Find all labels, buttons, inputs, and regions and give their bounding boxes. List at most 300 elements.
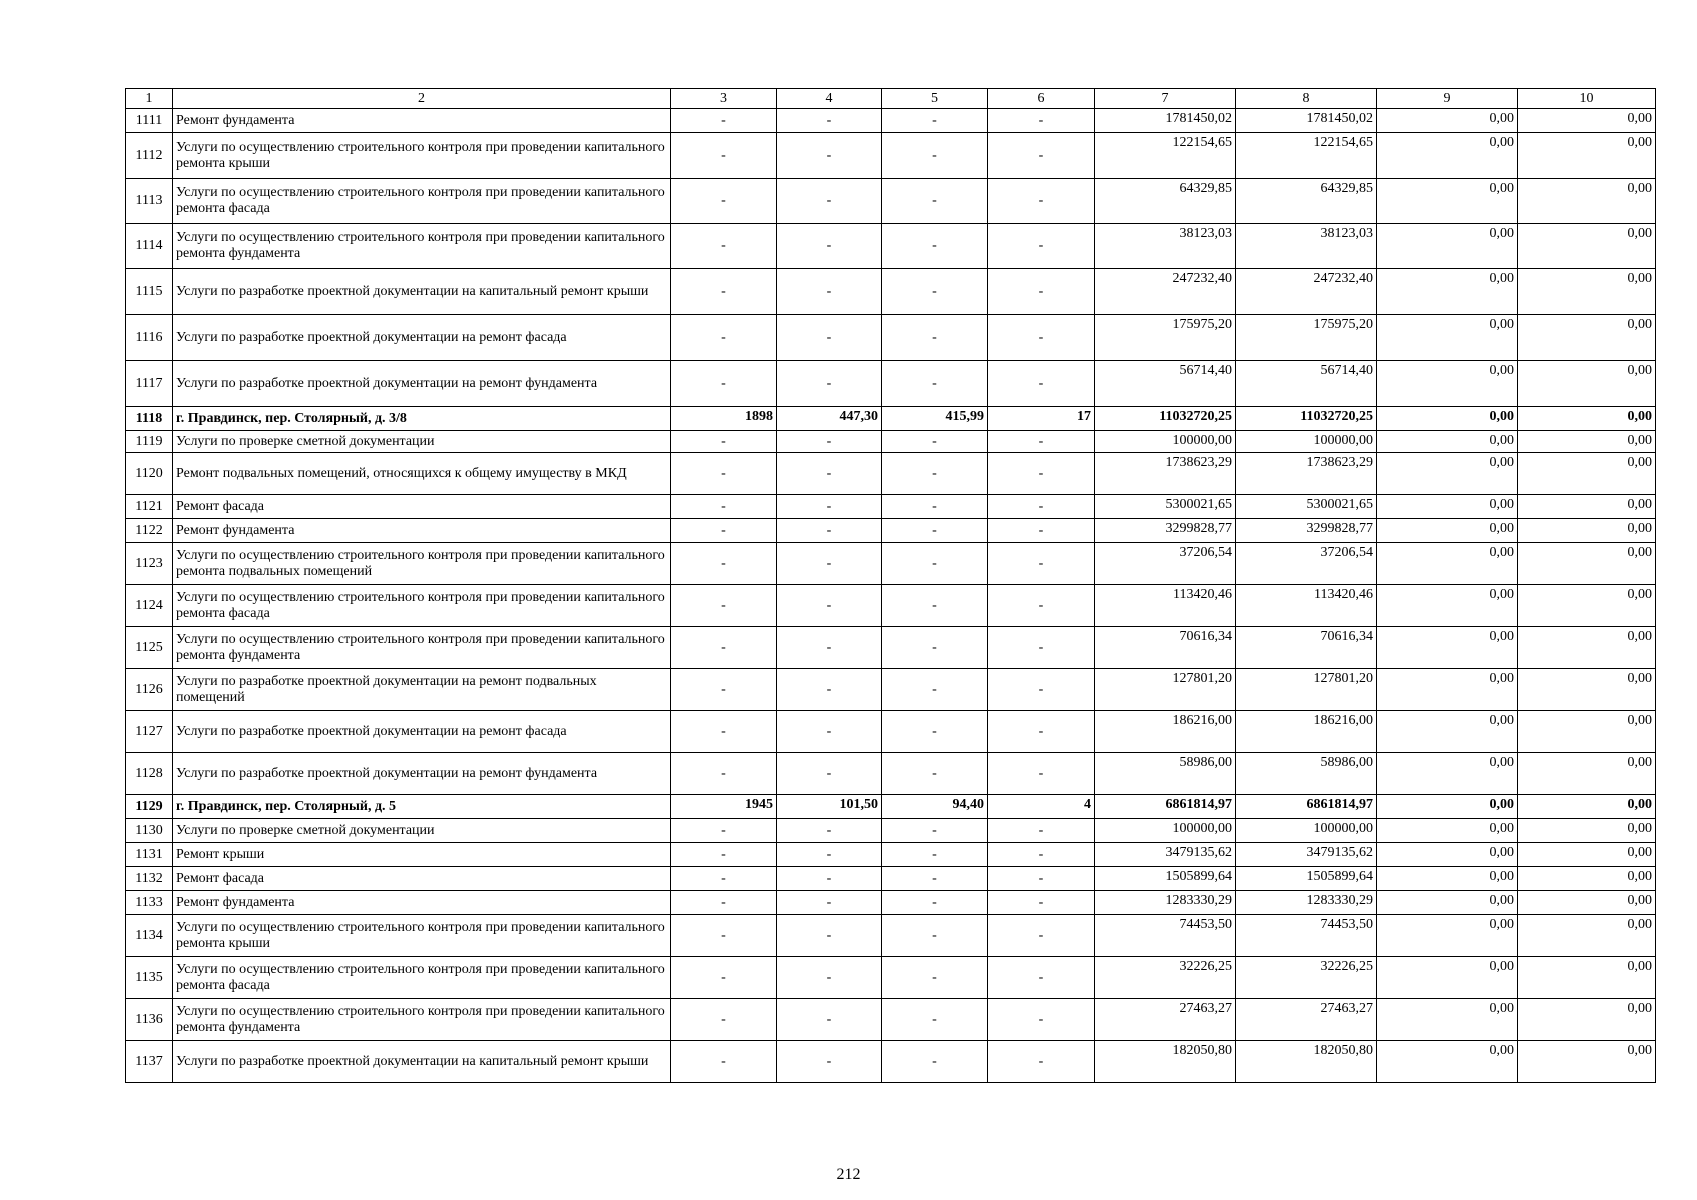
work-description: Услуги по осуществлению строительного контроля при проведении капитального ремонта фасада [173, 585, 671, 627]
col8-value: 1738623,29 [1236, 453, 1377, 495]
col3-value: - [671, 669, 777, 711]
col6-value: - [988, 819, 1095, 843]
col4-value: - [777, 669, 882, 711]
header-cell-3: 3 [671, 89, 777, 109]
col3-value: 1898 [671, 407, 777, 431]
col6-value: - [988, 843, 1095, 867]
col5-value: - [882, 519, 988, 543]
work-description: Услуги по разработке проектной документации на капитальный ремонт крыши [173, 1041, 671, 1083]
col3-value: - [671, 957, 777, 999]
row-number: 1111 [126, 109, 173, 133]
table-row [126, 453, 1656, 495]
col10-value: 0,00 [1518, 431, 1656, 453]
col8-value: 175975,20 [1236, 315, 1377, 361]
table-row [126, 999, 1656, 1041]
col8-value: 247232,40 [1236, 269, 1377, 315]
col8-value: 38123,03 [1236, 224, 1377, 269]
col5-value: - [882, 495, 988, 519]
col6-value: - [988, 891, 1095, 915]
col5-value: - [882, 431, 988, 453]
col6-value: - [988, 915, 1095, 957]
header-row [126, 89, 1656, 109]
col7-value: 122154,65 [1095, 133, 1236, 179]
table-row [126, 179, 1656, 224]
col8-value: 56714,40 [1236, 361, 1377, 407]
table-row [126, 519, 1656, 543]
work-description: Услуги по осуществлению строительного контроля при проведении капитального ремонта подвальных помещений [173, 543, 671, 585]
col4-value: - [777, 224, 882, 269]
col4-value: - [777, 819, 882, 843]
col10-value: 0,00 [1518, 495, 1656, 519]
header-cell-5: 5 [882, 89, 988, 109]
col8-value: 100000,00 [1236, 431, 1377, 453]
col3-value: - [671, 891, 777, 915]
col5-value: - [882, 867, 988, 891]
col9-value: 0,00 [1377, 315, 1518, 361]
col7-value: 175975,20 [1095, 315, 1236, 361]
col10-value: 0,00 [1518, 585, 1656, 627]
col5-value: - [882, 1041, 988, 1083]
table-row [126, 224, 1656, 269]
col7-value: 127801,20 [1095, 669, 1236, 711]
col8-value: 37206,54 [1236, 543, 1377, 585]
row-number: 1112 [126, 133, 173, 179]
col8-value: 100000,00 [1236, 819, 1377, 843]
col7-value: 186216,00 [1095, 711, 1236, 753]
col6-value: - [988, 957, 1095, 999]
col9-value: 0,00 [1377, 819, 1518, 843]
col8-value: 70616,34 [1236, 627, 1377, 669]
col8-value: 74453,50 [1236, 915, 1377, 957]
work-description: Ремонт крыши [173, 843, 671, 867]
table-row [126, 585, 1656, 627]
row-number: 1124 [126, 585, 173, 627]
row-number: 1121 [126, 495, 173, 519]
col4-value: - [777, 627, 882, 669]
col4-value: - [777, 315, 882, 361]
col5-value: - [882, 669, 988, 711]
row-number: 1119 [126, 431, 173, 453]
col3-value: - [671, 495, 777, 519]
col7-value: 5300021,65 [1095, 495, 1236, 519]
col3-value: - [671, 269, 777, 315]
col6-value: - [988, 519, 1095, 543]
header-cell-10: 10 [1518, 89, 1656, 109]
col7-value: 1738623,29 [1095, 453, 1236, 495]
col6-value: - [988, 179, 1095, 224]
col7-value: 3479135,62 [1095, 843, 1236, 867]
col4-value: - [777, 431, 882, 453]
col9-value: 0,00 [1377, 915, 1518, 957]
header-cell-8: 8 [1236, 89, 1377, 109]
work-description: Услуги по разработке проектной документации на ремонт фасада [173, 711, 671, 753]
row-number: 1123 [126, 543, 173, 585]
col4-value: - [777, 269, 882, 315]
col9-value: 0,00 [1377, 543, 1518, 585]
col6-value: - [988, 867, 1095, 891]
col7-value: 247232,40 [1095, 269, 1236, 315]
col8-value: 1283330,29 [1236, 891, 1377, 915]
col9-value: 0,00 [1377, 224, 1518, 269]
col3-value: - [671, 627, 777, 669]
col5-value: - [882, 224, 988, 269]
col4-value: - [777, 109, 882, 133]
work-description: г. Правдинск, пер. Столярный, д. 5 [173, 795, 671, 819]
col3-value: - [671, 453, 777, 495]
col7-value: 56714,40 [1095, 361, 1236, 407]
col6-value: - [988, 224, 1095, 269]
col9-value: 0,00 [1377, 999, 1518, 1041]
col4-value: 101,50 [777, 795, 882, 819]
row-number: 1132 [126, 867, 173, 891]
col5-value: - [882, 843, 988, 867]
col9-value: 0,00 [1377, 133, 1518, 179]
col10-value: 0,00 [1518, 1041, 1656, 1083]
col3-value: - [671, 867, 777, 891]
col3-value: - [671, 361, 777, 407]
col10-value: 0,00 [1518, 361, 1656, 407]
work-description: Услуги по разработке проектной документации на ремонт фасада [173, 315, 671, 361]
table-row [126, 891, 1656, 915]
work-description: Услуги по разработке проектной документации на капитальный ремонт крыши [173, 269, 671, 315]
col3-value: - [671, 1041, 777, 1083]
table-row [126, 915, 1656, 957]
col4-value: - [777, 915, 882, 957]
page-number: 212 [836, 1166, 861, 1183]
col4-value: - [777, 843, 882, 867]
col3-value: - [671, 519, 777, 543]
col3-value: - [671, 819, 777, 843]
col7-value: 1781450,02 [1095, 109, 1236, 133]
col9-value: 0,00 [1377, 495, 1518, 519]
col9-value: 0,00 [1377, 957, 1518, 999]
col10-value: 0,00 [1518, 519, 1656, 543]
col3-value: - [671, 224, 777, 269]
col9-value: 0,00 [1377, 795, 1518, 819]
col10-value: 0,00 [1518, 957, 1656, 999]
col3-value: - [671, 315, 777, 361]
work-description: Услуги по осуществлению строительного контроля при проведении капитального ремонта фасада [173, 957, 671, 999]
col6-value: - [988, 543, 1095, 585]
work-description: Ремонт фасада [173, 867, 671, 891]
col4-value: - [777, 453, 882, 495]
col3-value: - [671, 133, 777, 179]
row-number: 1122 [126, 519, 173, 543]
col7-value: 37206,54 [1095, 543, 1236, 585]
col8-value: 27463,27 [1236, 999, 1377, 1041]
row-number: 1128 [126, 753, 173, 795]
table-body [126, 109, 1656, 1083]
col5-value: - [882, 315, 988, 361]
col10-value: 0,00 [1518, 269, 1656, 315]
col10-value: 0,00 [1518, 543, 1656, 585]
col9-value: 0,00 [1377, 753, 1518, 795]
table-row [126, 407, 1656, 431]
col9-value: 0,00 [1377, 431, 1518, 453]
col5-value: - [882, 585, 988, 627]
col10-value: 0,00 [1518, 453, 1656, 495]
col6-value: - [988, 361, 1095, 407]
col9-value: 0,00 [1377, 179, 1518, 224]
col3-value: - [671, 843, 777, 867]
col3-value: - [671, 543, 777, 585]
col9-value: 0,00 [1377, 269, 1518, 315]
col4-value: - [777, 361, 882, 407]
col9-value: 0,00 [1377, 627, 1518, 669]
col7-value: 100000,00 [1095, 431, 1236, 453]
col10-value: 0,00 [1518, 179, 1656, 224]
table-row [126, 431, 1656, 453]
col9-value: 0,00 [1377, 1041, 1518, 1083]
col10-value: 0,00 [1518, 999, 1656, 1041]
col9-value: 0,00 [1377, 109, 1518, 133]
col9-value: 0,00 [1377, 453, 1518, 495]
col6-value: - [988, 627, 1095, 669]
col7-value: 11032720,25 [1095, 407, 1236, 431]
work-description: Ремонт фундамента [173, 519, 671, 543]
work-description: Услуги по разработке проектной документации на ремонт фундамента [173, 361, 671, 407]
table-row [126, 1041, 1656, 1083]
table-row [126, 315, 1656, 361]
col8-value: 3479135,62 [1236, 843, 1377, 867]
col9-value: 0,00 [1377, 669, 1518, 711]
col10-value: 0,00 [1518, 669, 1656, 711]
col5-value: - [882, 711, 988, 753]
header-cell-2: 2 [173, 89, 671, 109]
header-cell-1: 1 [126, 89, 173, 109]
row-number: 1114 [126, 224, 173, 269]
col7-value: 38123,03 [1095, 224, 1236, 269]
col6-value: - [988, 711, 1095, 753]
col7-value: 113420,46 [1095, 585, 1236, 627]
col7-value: 1283330,29 [1095, 891, 1236, 915]
header-cell-9: 9 [1377, 89, 1518, 109]
col4-value: - [777, 957, 882, 999]
col7-value: 3299828,77 [1095, 519, 1236, 543]
row-number: 1137 [126, 1041, 173, 1083]
col10-value: 0,00 [1518, 891, 1656, 915]
col6-value: - [988, 453, 1095, 495]
col4-value: 447,30 [777, 407, 882, 431]
table-row [126, 711, 1656, 753]
col8-value: 113420,46 [1236, 585, 1377, 627]
col10-value: 0,00 [1518, 407, 1656, 431]
col6-value: - [988, 315, 1095, 361]
header-cell-6: 6 [988, 89, 1095, 109]
row-number: 1135 [126, 957, 173, 999]
col8-value: 127801,20 [1236, 669, 1377, 711]
col4-value: - [777, 519, 882, 543]
col8-value: 122154,65 [1236, 133, 1377, 179]
col4-value: - [777, 133, 882, 179]
budget-table [125, 88, 1656, 1083]
row-number: 1127 [126, 711, 173, 753]
col10-value: 0,00 [1518, 795, 1656, 819]
col6-value: - [988, 269, 1095, 315]
work-description: Услуги по осуществлению строительного контроля при проведении капитального ремонта фундамента [173, 224, 671, 269]
row-number: 1118 [126, 407, 173, 431]
col5-value: - [882, 179, 988, 224]
col4-value: - [777, 999, 882, 1041]
col3-value: - [671, 915, 777, 957]
col6-value: 17 [988, 407, 1095, 431]
row-number: 1130 [126, 819, 173, 843]
col6-value: 4 [988, 795, 1095, 819]
header-cell-7: 7 [1095, 89, 1236, 109]
col9-value: 0,00 [1377, 407, 1518, 431]
col3-value: - [671, 999, 777, 1041]
table-row [126, 843, 1656, 867]
col4-value: - [777, 179, 882, 224]
col6-value: - [988, 669, 1095, 711]
table-row [126, 753, 1656, 795]
col8-value: 1781450,02 [1236, 109, 1377, 133]
table-row [126, 669, 1656, 711]
document-sheet [125, 88, 1655, 1083]
col7-value: 64329,85 [1095, 179, 1236, 224]
col5-value: - [882, 627, 988, 669]
work-description: Услуги по осуществлению строительного контроля при проведении капитального ремонта фасада [173, 179, 671, 224]
col8-value: 3299828,77 [1236, 519, 1377, 543]
col4-value: - [777, 495, 882, 519]
col6-value: - [988, 753, 1095, 795]
col6-value: - [988, 999, 1095, 1041]
col3-value: - [671, 711, 777, 753]
col3-value: - [671, 431, 777, 453]
col5-value: - [882, 133, 988, 179]
col8-value: 5300021,65 [1236, 495, 1377, 519]
row-number: 1126 [126, 669, 173, 711]
table-row [126, 109, 1656, 133]
work-description: Услуги по осуществлению строительного контроля при проведении капитального ремонта крыши [173, 133, 671, 179]
work-description: Услуги по осуществлению строительного контроля при проведении капитального ремонта крыши [173, 915, 671, 957]
table-row [126, 543, 1656, 585]
col8-value: 11032720,25 [1236, 407, 1377, 431]
work-description: Услуги по осуществлению строительного контроля при проведении капитального ремонта фундамента [173, 627, 671, 669]
col10-value: 0,00 [1518, 133, 1656, 179]
col4-value: - [777, 891, 882, 915]
col10-value: 0,00 [1518, 915, 1656, 957]
col6-value: - [988, 495, 1095, 519]
row-number: 1129 [126, 795, 173, 819]
col10-value: 0,00 [1518, 753, 1656, 795]
col5-value: - [882, 957, 988, 999]
col8-value: 32226,25 [1236, 957, 1377, 999]
row-number: 1133 [126, 891, 173, 915]
row-number: 1115 [126, 269, 173, 315]
row-number: 1131 [126, 843, 173, 867]
col6-value: - [988, 133, 1095, 179]
col7-value: 100000,00 [1095, 819, 1236, 843]
col8-value: 186216,00 [1236, 711, 1377, 753]
work-description: Услуги по разработке проектной документации на ремонт подвальных помещений [173, 669, 671, 711]
col4-value: - [777, 867, 882, 891]
col5-value: - [882, 915, 988, 957]
col9-value: 0,00 [1377, 361, 1518, 407]
table-row [126, 957, 1656, 999]
table-row [126, 133, 1656, 179]
col7-value: 32226,25 [1095, 957, 1236, 999]
col6-value: - [988, 1041, 1095, 1083]
col10-value: 0,00 [1518, 819, 1656, 843]
table-row [126, 627, 1656, 669]
row-number: 1134 [126, 915, 173, 957]
work-description: Услуги по осуществлению строительного контроля при проведении капитального ремонта фундамента [173, 999, 671, 1041]
col6-value: - [988, 431, 1095, 453]
col7-value: 27463,27 [1095, 999, 1236, 1041]
col5-value: - [882, 753, 988, 795]
col3-value: - [671, 585, 777, 627]
col6-value: - [988, 585, 1095, 627]
work-description: Ремонт фасада [173, 495, 671, 519]
col7-value: 58986,00 [1095, 753, 1236, 795]
header-cell-4: 4 [777, 89, 882, 109]
col7-value: 1505899,64 [1095, 867, 1236, 891]
col4-value: - [777, 1041, 882, 1083]
col4-value: - [777, 711, 882, 753]
col4-value: - [777, 543, 882, 585]
col9-value: 0,00 [1377, 843, 1518, 867]
work-description: Услуги по проверке сметной документации [173, 431, 671, 453]
row-number: 1120 [126, 453, 173, 495]
table-row [126, 867, 1656, 891]
col3-value: 1945 [671, 795, 777, 819]
col8-value: 64329,85 [1236, 179, 1377, 224]
col10-value: 0,00 [1518, 224, 1656, 269]
work-description: г. Правдинск, пер. Столярный, д. 3/8 [173, 407, 671, 431]
col5-value: 94,40 [882, 795, 988, 819]
col3-value: - [671, 753, 777, 795]
col5-value: - [882, 891, 988, 915]
col7-value: 70616,34 [1095, 627, 1236, 669]
col9-value: 0,00 [1377, 585, 1518, 627]
col3-value: - [671, 179, 777, 224]
col10-value: 0,00 [1518, 315, 1656, 361]
col5-value: - [882, 109, 988, 133]
col5-value: - [882, 453, 988, 495]
col4-value: - [777, 753, 882, 795]
col10-value: 0,00 [1518, 843, 1656, 867]
row-number: 1136 [126, 999, 173, 1041]
col9-value: 0,00 [1377, 519, 1518, 543]
col8-value: 182050,80 [1236, 1041, 1377, 1083]
work-description: Ремонт фундамента [173, 891, 671, 915]
col5-value: - [882, 361, 988, 407]
col9-value: 0,00 [1377, 711, 1518, 753]
col5-value: 415,99 [882, 407, 988, 431]
row-number: 1117 [126, 361, 173, 407]
col5-value: - [882, 269, 988, 315]
col3-value: - [671, 109, 777, 133]
col8-value: 6861814,97 [1236, 795, 1377, 819]
work-description: Ремонт фундамента [173, 109, 671, 133]
col10-value: 0,00 [1518, 711, 1656, 753]
col7-value: 74453,50 [1095, 915, 1236, 957]
col8-value: 1505899,64 [1236, 867, 1377, 891]
col5-value: - [882, 543, 988, 585]
work-description: Ремонт подвальных помещений, относящихся к общему имуществу в МКД [173, 453, 671, 495]
col9-value: 0,00 [1377, 867, 1518, 891]
table-row [126, 361, 1656, 407]
col7-value: 6861814,97 [1095, 795, 1236, 819]
col5-value: - [882, 999, 988, 1041]
col10-value: 0,00 [1518, 627, 1656, 669]
table-row [126, 795, 1656, 819]
table-row [126, 495, 1656, 519]
col7-value: 182050,80 [1095, 1041, 1236, 1083]
table-row [126, 819, 1656, 843]
row-number: 1113 [126, 179, 173, 224]
